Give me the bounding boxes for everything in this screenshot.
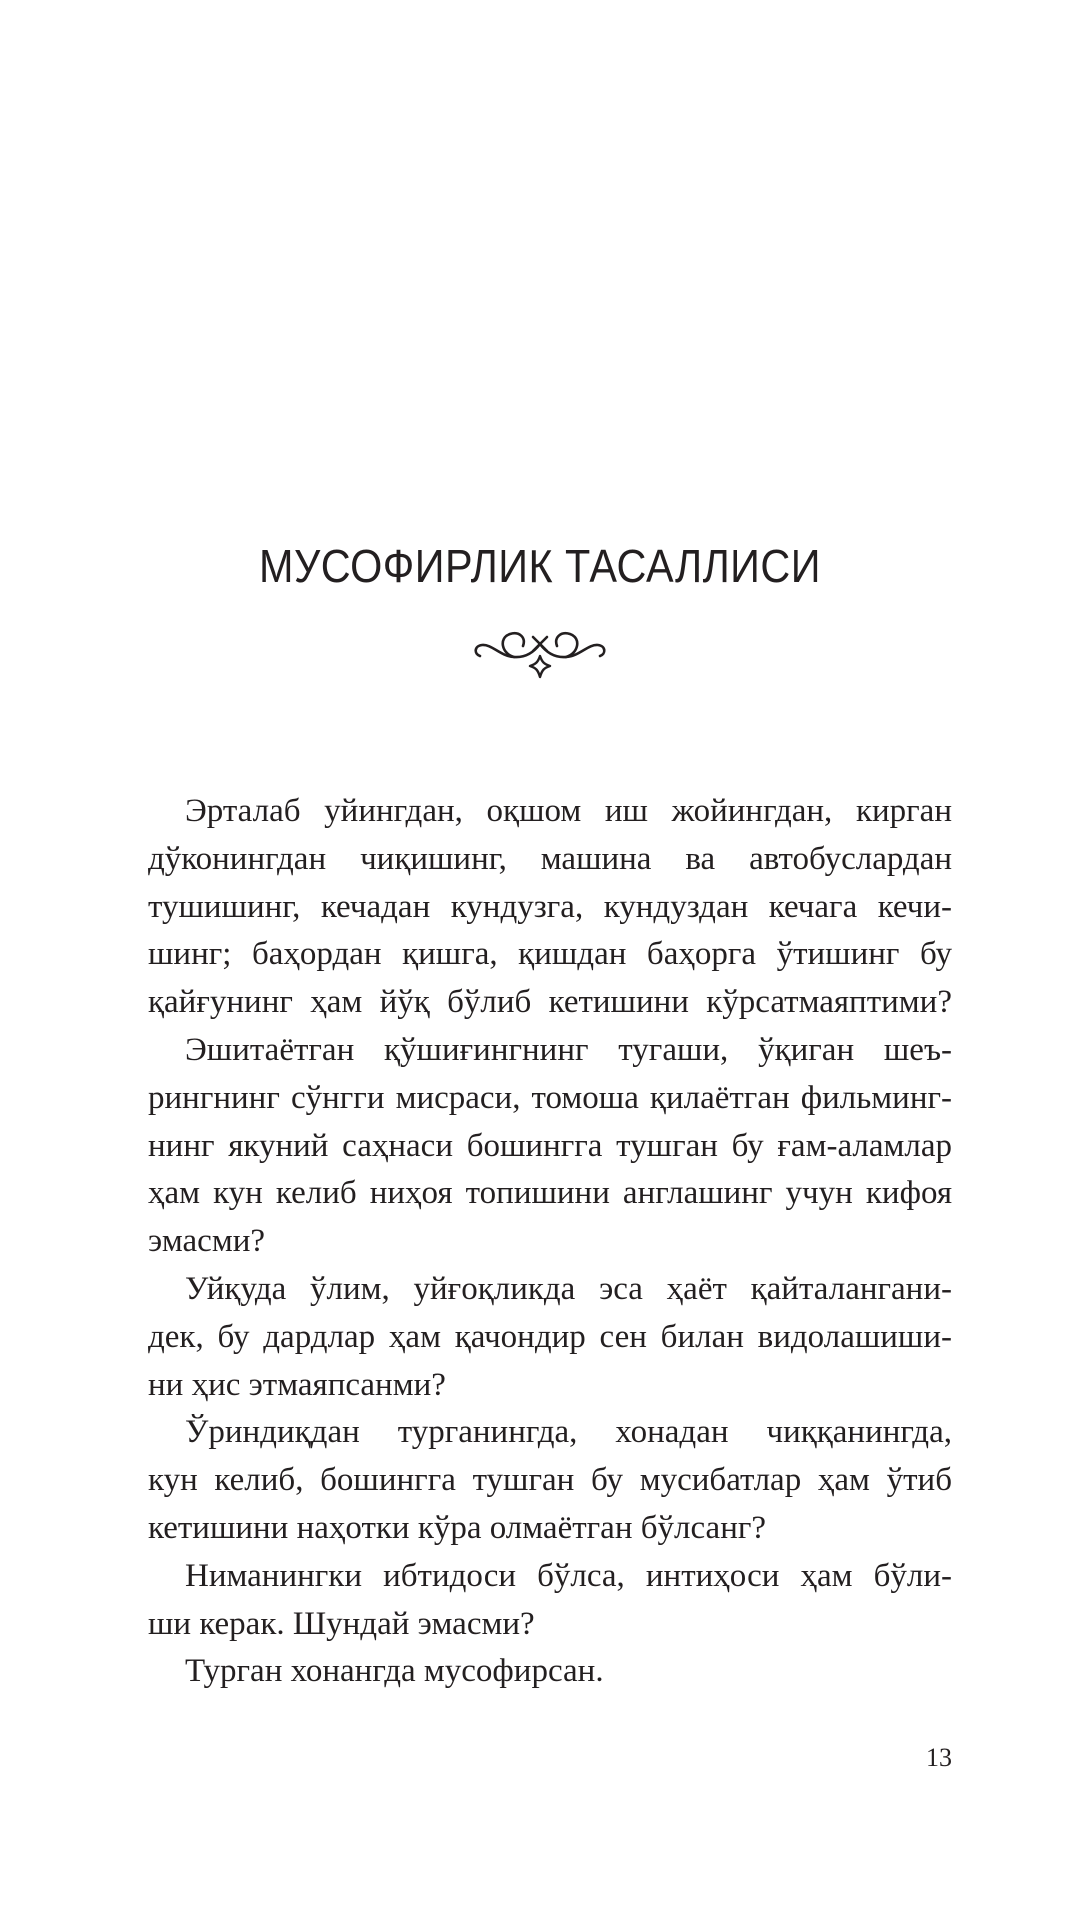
text-line: ши керак. Шундай эмасми?: [148, 1605, 535, 1642]
paragraph-3: [148, 1266, 952, 1409]
text-line: Эрталаб уйингдан, оқшом иш жойингдан, кирган: [185, 793, 952, 829]
flourish-divider-icon: [470, 626, 610, 680]
text-line: Эшитаётган қўшиғингнинг тугаши, ўқиган шеъ-: [185, 1031, 952, 1068]
text-line: дўконингдан чиқишинг, машина ва автобуслардан: [148, 840, 952, 877]
paragraph-4: [148, 1409, 952, 1552]
page-number: 13: [926, 1743, 952, 1772]
text-line: кетишини наҳотки кўра олмаётган бўлсанг?: [148, 1509, 767, 1546]
chapter-body: [148, 788, 952, 1696]
text-line: кун келиб, бошингга тушган бу мусибатлар ҳам ўтиб: [148, 1462, 952, 1499]
text-line: тушишинг, кечадан кундузга, кундуздан кечага кечи-: [148, 888, 952, 925]
text-line: Ниманингки ибтидоси бўлса, интиҳоси ҳам бўли-: [185, 1557, 952, 1594]
text-line: эмасми?: [148, 1223, 266, 1260]
text-line: Турган хонангда мусофирсан.: [185, 1653, 604, 1690]
paragraph-5: [148, 1553, 952, 1649]
text-line: рингнинг сўнгги мисраси, томоша қилаётган фильминг-: [148, 1079, 952, 1116]
text-line: Ўриндиқдан турганингда, хонадан чиққанингда,: [185, 1414, 952, 1451]
text-line: қайғунинг ҳам йўқ бўлиб кетишини кўрсатмаяптими?: [148, 984, 952, 1021]
text-line: ни ҳис этмаяпсанми?: [148, 1366, 446, 1403]
paragraph-6: [148, 1648, 952, 1696]
text-line: нинг якуний саҳнаси бошингга тушган бу ғам-аламлар: [148, 1127, 952, 1164]
chapter-title: МУСОФИРЛИК ТАСАЛЛИСИ: [259, 540, 821, 592]
paragraph-1: [148, 788, 952, 1027]
text-line: ҳам кун келиб ниҳоя топишини англашинг учун кифоя: [148, 1175, 952, 1212]
paragraph-2: [148, 1027, 952, 1266]
text-line: дек, бу дардлар ҳам қачондир сен билан видолашиши-: [148, 1318, 952, 1355]
text-line: Уйқуда ўлим, уйғоқликда эса ҳаёт қайталангани-: [185, 1270, 952, 1307]
text-line: шинг; баҳордан қишга, қишдан баҳорга ўтишинг бу: [148, 936, 952, 973]
